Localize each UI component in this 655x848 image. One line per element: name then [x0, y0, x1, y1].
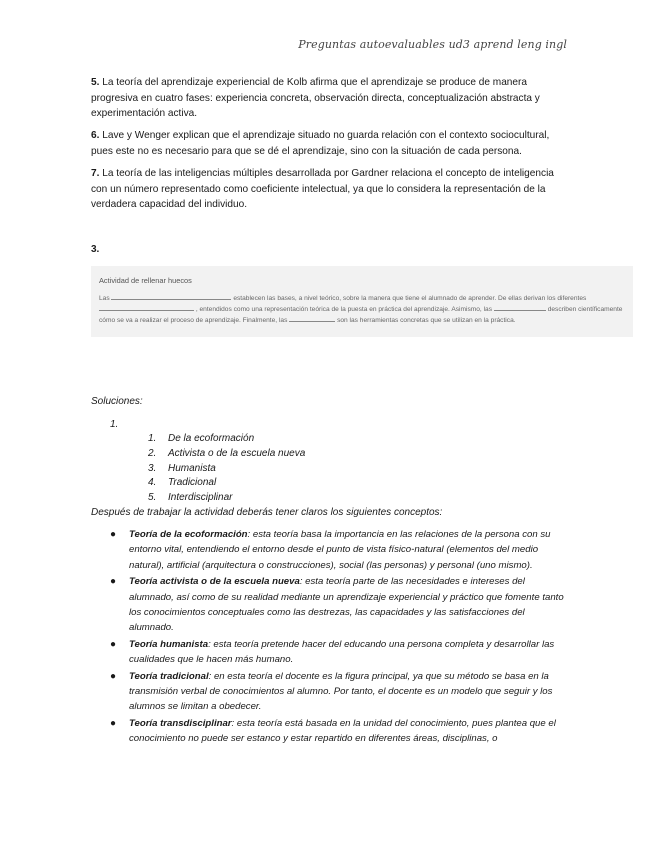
concept-item [110, 574, 570, 636]
bullet-icon: ● [110, 670, 117, 682]
question-text: Lave y Wenger explican que el aprendizaje situado no guarda relación con el contexto sociocultural, pues este no es necesario para que se dé el aprendizaje, sino con la situación de cada persona. [91, 130, 550, 157]
fill-blanks-activity [91, 266, 633, 337]
solutions-list [148, 432, 305, 506]
list-item: 4. Tradicional [148, 477, 217, 489]
question-text: La teoría del aprendizaje experiencial de Kolb afirma que el aprendizaje se produce de manera progresiva en cuatro fases: experiencia concreta, observación directa, conceptualización abstracta y experimentación activa. [91, 77, 540, 120]
question-7 [91, 166, 571, 213]
concept-item [110, 527, 570, 573]
concept-text: : esta teoría está basada en la unidad del conocimiento, pues plantea que el conocimiento no puede ser estanco y estar repartido en diferentes áreas, disciplinas, o [129, 717, 556, 745]
page-header: Preguntas autoevaluables ud3 aprend leng ingl [298, 38, 567, 51]
concept-text: : en esta teoría el docente es la figura principal, ya que su método se basa en la transmisión verbal de conocimientos al alumno. Por tanto, el docente es un modelo que seguir y los alumnos se limitan a obedecer. [129, 670, 553, 713]
blank-input[interactable] [99, 304, 194, 311]
question-number: 6. [91, 130, 100, 141]
activity-segment: establecen las bases, a nivel teórico, sobre la manera que tiene el alumnado de aprender. De ellas derivan los diferentes [233, 295, 587, 302]
bullet-icon: ● [110, 576, 117, 588]
concept-text: : esta teoría pretende hacer del educando una persona completa y desarrollar las cualidades que le hacen más humano. [129, 638, 555, 666]
concept-term: Teoría transdisciplinar [129, 717, 232, 729]
question-text: La teoría de las inteligencias múltiples desarrollada por Gardner relaciona el concepto de inteligencia con un número representado como coeficiente intelectual, ya que lo considera la representación de la verdadera capacidad del individuo. [91, 168, 554, 211]
concept-text: : esta teoría parte de las necesidades e intereses del alumnado, así como de su realidad mediante un aprendizaje experiencial y práctico que fomente tanto los conocimientos conceptuales como las destrezas, las capacidades y las satisfacciones del alumnado. [129, 576, 564, 634]
list-item: 2. Activista o de la escuela nueva [148, 447, 306, 459]
section-3-label: 3. [91, 244, 100, 255]
concept-term: Teoría tradicional [129, 670, 209, 682]
concepts-intro: Después de trabajar la actividad deberás tener claros los siguientes conceptos: [91, 507, 443, 518]
concept-term: Teoría activista o de la escuela nueva [129, 576, 300, 588]
blank-input[interactable] [111, 293, 231, 300]
list-item: 3. Humanista [148, 462, 216, 474]
blank-input[interactable] [494, 304, 546, 311]
concept-item [110, 637, 570, 668]
activity-segment: describen científicamente cómo se va a realizar el proceso de aprendizaje. Finalmente, las [99, 306, 623, 325]
blank-input[interactable] [289, 315, 335, 322]
concept-item [110, 716, 570, 747]
activity-segment: , entendidos como una representación teórica de la puesta en práctica del aprendizaje. Asimismo, las [195, 306, 493, 314]
list-item: 1. De la ecoformación [148, 433, 255, 444]
question-number: 7. [91, 168, 100, 179]
question-number: 5. [91, 77, 100, 88]
concept-term: Teoría humanista [129, 638, 209, 650]
concept-text: : esta teoría basa la importancia en las relaciones de la persona con su entorno vital, entendiendo el entorno desde el punto de vista físico-natural (elementos del medio natural), artificial (arquitectura o construcciones), social (las personas) y personal (uno mismo). [129, 529, 551, 571]
activity-text [99, 293, 627, 327]
bullet-icon: ● [110, 717, 117, 729]
question-5 [91, 75, 571, 122]
activity-title: Actividad de rellenar huecos [99, 276, 192, 285]
solutions-number: 1. [110, 419, 119, 430]
concepts-list [110, 527, 570, 748]
activity-segment: Las [99, 295, 110, 302]
list-item: 5. Interdisciplinar [148, 492, 233, 504]
question-6 [91, 128, 571, 159]
solutions-heading: Soluciones: [91, 396, 143, 407]
concept-item [110, 669, 570, 715]
bullet-icon: ● [110, 638, 117, 650]
concept-term: Teoría de la ecoformación [129, 529, 248, 540]
activity-segment: son las herramientas concretas que se utilizan en la práctica. [337, 317, 516, 325]
bullet-icon: ● [110, 529, 117, 540]
